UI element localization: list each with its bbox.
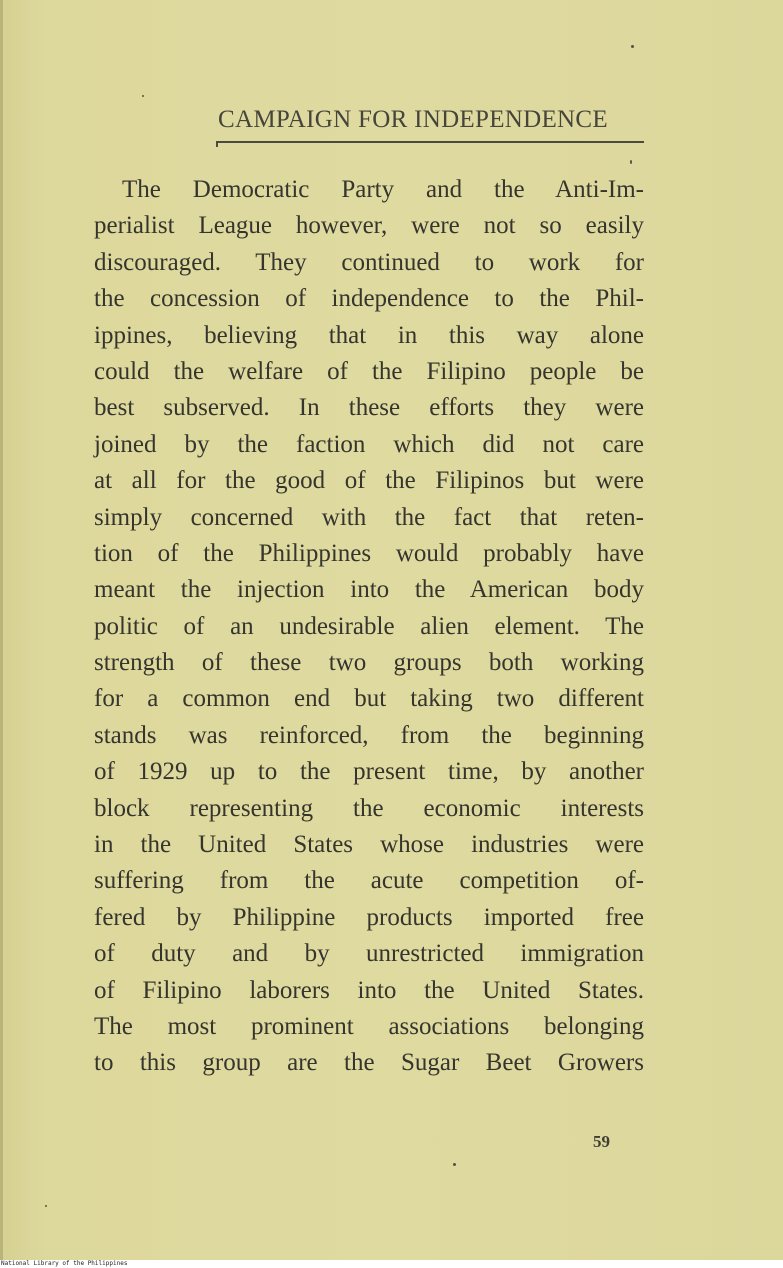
page-edge [0, 0, 3, 1260]
text-line: ippines, believing that in this way alone [94, 321, 644, 349]
text-line: fered by Philippine products imported free [94, 903, 644, 931]
text-line: suffering from the acute competition of- [94, 867, 644, 895]
text-line: meant the injection into the American body [94, 576, 644, 604]
paper-speck [631, 45, 634, 48]
header-rule-tick [216, 141, 218, 147]
text-line: best subserved. In these efforts they were [94, 394, 644, 422]
text-line: The Democratic Party and the Anti-Im- [122, 176, 644, 203]
text-line: joined by the faction which did not care [94, 430, 644, 458]
body-paragraph [94, 172, 644, 1082]
page-number: 59 [593, 1132, 610, 1151]
text-line: perialist League however, were not so easily [94, 212, 644, 240]
text-line: for a common end but taking two different [94, 685, 644, 713]
text-line: of duty and by unrestricted immigration [94, 940, 644, 968]
text-line: strength of these two groups both working [94, 649, 644, 677]
text-line: The most prominent associations belonging [94, 1012, 644, 1040]
text-line: tion of the Philippines would probably have [94, 539, 644, 567]
text-line: could the welfare of the Filipino people be [94, 357, 644, 385]
text-line: the concession of independence to the Phil- [94, 285, 644, 313]
paper-speck [630, 160, 632, 164]
header-rule [216, 141, 644, 143]
paper-speck [45, 1205, 47, 1207]
text-line: to this group are the Sugar Beet Growers [94, 1049, 644, 1077]
text-line: in the United States whose industries were [94, 831, 644, 859]
library-credit: National Library of the Philippines [1, 1260, 128, 1267]
text-line: discouraged. They continued to work for [94, 248, 644, 276]
paper-speck [142, 95, 144, 97]
text-line: politic of an undesirable alien element. The [94, 612, 644, 640]
text-line: stands was reinforced, from the beginning [94, 721, 644, 749]
paper-speck [453, 1163, 456, 1166]
text-line: block representing the economic interests [94, 794, 644, 822]
text-line: at all for the good of the Filipinos but were [94, 467, 644, 495]
text-line: simply concerned with the fact that reten- [94, 503, 644, 531]
text-line: of 1929 up to the present time, by another [94, 758, 644, 786]
running-head: CAMPAIGN FOR INDEPENDENCE [218, 106, 608, 133]
text-line: of Filipino laborers into the United States. [94, 976, 644, 1004]
